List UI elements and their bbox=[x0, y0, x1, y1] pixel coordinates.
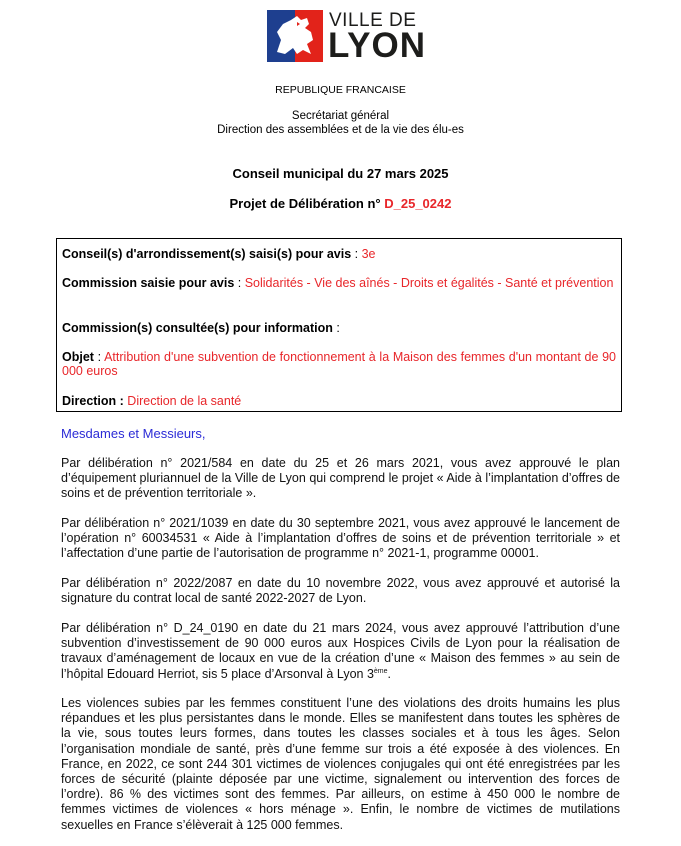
objet-label: Objet bbox=[62, 350, 94, 364]
project-label: Projet de Délibération n° bbox=[229, 196, 381, 211]
objet-row bbox=[62, 350, 616, 378]
direction-label: Direction des assemblées et de la vie des élu-es bbox=[217, 124, 464, 136]
salutation: Mesdames et Messieurs, bbox=[61, 426, 206, 441]
consulted-sep: : bbox=[332, 321, 340, 335]
project-id: D_25_0242 bbox=[384, 196, 452, 211]
paragraph-4 bbox=[61, 621, 620, 682]
arrondissement-value: 3e bbox=[361, 247, 376, 261]
direction-row-value: Direction de la santé bbox=[127, 394, 242, 408]
direction-row-label: Direction : bbox=[62, 394, 124, 408]
project-number bbox=[0, 196, 681, 211]
commission-value: Solidarités - Vie des aînés - Droits et égalités - Santé et prévention bbox=[244, 276, 614, 290]
paragraph-4-end: . bbox=[387, 666, 392, 681]
direction-row bbox=[62, 394, 616, 408]
info-box bbox=[56, 238, 622, 412]
lion-emblem-icon bbox=[267, 10, 323, 62]
logo-text-lyon: LYON bbox=[328, 26, 427, 65]
paragraph-5: Les violences subies par les femmes constituent l’une des violations des droits humains les plus répandues et les plus persistantes dans le monde. Elles se manifestent dans toutes les sphères de la vie, sous toutes leurs formes, dans toutes les classes sociales et à tous les âges. Selon l’organisation mondiale de santé, près d’une femme sur trois a été exposée à des violences. En France, en 2022, ce sont 244 301 victimes de violences conjugales qui ont été enregistrées par les forces de sécurité (plainte déposée par une victime, signalement ou intervention des forces de l’ordre). 86 % des victimes sont des femmes. Par ailleurs, on estime à 450 000 le nombre de femmes victimes de violences « hors ménage ». Enfin, le nombre de victimes de mutilations sexuelles en France s’élèverait à 125 000 femmes. bbox=[61, 696, 620, 832]
commission-row bbox=[62, 276, 616, 290]
paragraph-4-sup: ème bbox=[373, 667, 388, 675]
logo-text-ville-de: VILLE DE bbox=[329, 10, 417, 31]
ville-de-lyon-logo bbox=[267, 8, 427, 65]
page-title: Conseil municipal du 27 mars 2025 bbox=[232, 166, 449, 181]
paragraph-2: Par délibération n° 2021/1039 en date du 30 septembre 2021, vous avez approuvé le lancement de l’opération n° 60034531 « Aide à l’implantation d’offres de soins et de prévention territoriale » et l’affectation d’une partie de l’autorisation de programme n° 2021-1, programme 00001. bbox=[61, 516, 620, 561]
paragraph-3: Par délibération n° 2022/2087 en date du 10 novembre 2022, vous avez approuvé et autorisé la signature du contrat local de santé 2022-2027 de Lyon. bbox=[61, 576, 620, 606]
arrondissement-label: Conseil(s) d'arrondissement(s) saisi(s) pour avis bbox=[62, 247, 352, 261]
commission-label: Commission saisie pour avis bbox=[62, 276, 235, 290]
republic-label: REPUBLIQUE FRANCAISE bbox=[275, 84, 406, 96]
consulted-label: Commission(s) consultée(s) pour information bbox=[62, 321, 333, 335]
paragraph-1: Par délibération n° 2021/584 en date du 25 et 26 mars 2021, vous avez approuvé le plan d’équipement pluriannuel de la Ville de Lyon qui comprend le projet « Aide à l’implantation d’offres de soins et de prévention territoriale ». bbox=[61, 456, 620, 501]
objet-value: Attribution d'une subvention de fonctionnement à la Maison des femmes d'un montant de 90 000 euros bbox=[62, 350, 616, 378]
paragraph-4-text: Par délibération n° D_24_0190 en date du 21 mars 2024, vous avez approuvé l’attribution d’une subvention d’investissement de 90 000 euros aux Hospices Civils de Lyon pour la réalisation de travaux d’aménagement de locaux en vue de la création d’une « Maison des femmes » au sein de l’hôpital Edouard Herriot, sis 5 place d’Arsonval à Lyon 3 bbox=[61, 621, 620, 681]
objet-sep: : bbox=[93, 350, 105, 364]
commission-sep: : bbox=[234, 276, 245, 290]
consulted-row bbox=[62, 321, 616, 335]
arrondissement-row bbox=[62, 247, 616, 261]
arrondissement-sep: : bbox=[351, 247, 362, 261]
secretariat-label: Secrétariat général bbox=[291, 110, 390, 122]
